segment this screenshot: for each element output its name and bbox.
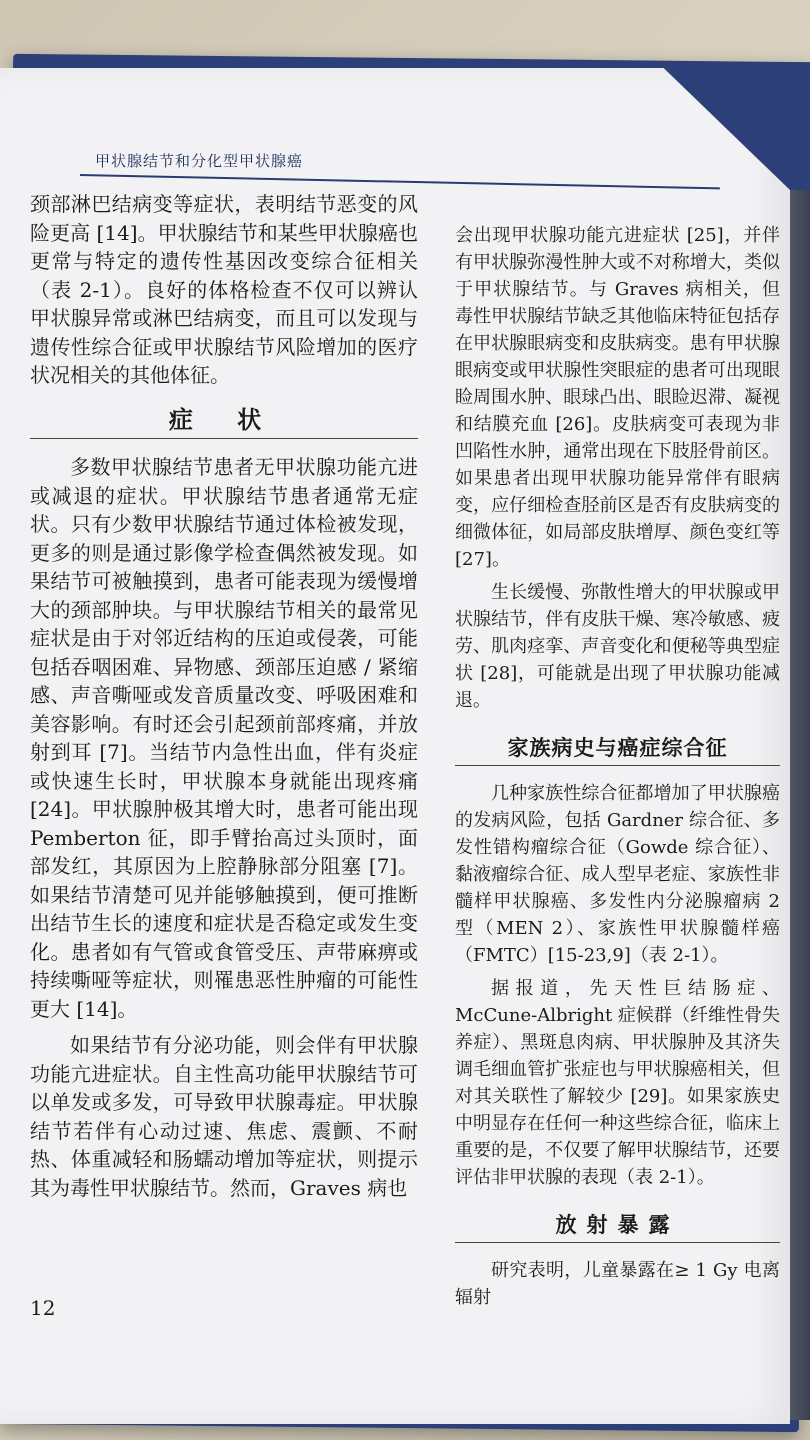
left-paragraph-3: 如果结节有分泌功能，则会伴有甲状腺功能亢进症状。自主性高功能甲状腺结节可以单发或多发，可导致甲状腺毒症。甲状腺结节若伴有心动过速、焦虑、震颤、不耐热、体重减轻和肠蠕动增加等症状，则提示其为毒性甲状腺结节。然而，Graves 病也: [30, 1033, 418, 1200]
section-rule: [455, 1242, 780, 1243]
section-rule: [455, 765, 780, 766]
left-column: [30, 190, 418, 1202]
running-head: 甲状腺结节和分化型甲状腺癌: [95, 152, 304, 170]
section-title-radiation: 放射暴露: [555, 1212, 680, 1237]
right-paragraph-4: 据报道，先天性巨结肠症、McCune-Albright 症候群（纤维性骨失养症）、黑斑息肉病、甲状腺肿及其济失调毛细血管扩张症也与甲状腺癌相关，但对其关联性了解较少 [29]。如果家族史中明显存在任何一种这些综合征，临床上重要的是，不仅要了解甲状腺结节，还要评估非甲状腺的表现（表 2-1）。: [455, 978, 780, 1188]
left-paragraph-2: 多数甲状腺结节患者无甲状腺功能亢进或减退的症状。甲状腺结节患者通常无症状。只有少数甲状腺结节通过体检被发现，更多的则是通过影像学检查偶然被发现。如果结节可被触摸到，患者可能表现为缓慢增大的颈部肿块。与甲状腺结节相关的最常见症状是由于对邻近结构的压迫或侵袭，可能包括吞咽困难、异物感、颈部压迫感 / 紧缩感、声音嘶哑或发音质量改变、呼吸困难和美容影响。有时还会引起颈前部疼痛，并放射到耳 [7]。当结节内急性出血，伴有炎症或快速生长时，甲状腺本身就能出现疼痛 [24]。甲状腺肿极其增大时，患者可能出现 Pemberton 征，即手臂抬高过头顶时，面部发红，其原因为上腔静脉部分阻塞 [7]。如果结节清楚可见并能够触摸到，便可推断出结节生长的速度和症状是否稳定或发生变化。患者如有气管或食管受压、声带麻痹或持续嘶哑等症状，则罹患恶性肿瘤的可能性更大 [14]。: [30, 455, 418, 1021]
left-paragraph-1: 颈部淋巴结病变等症状，表明结节恶变的风险更高 [14]。甲状腺结节和某些甲状腺癌也更常与特定的遗传性基因改变综合征相关（表 2-1）。良好的体格检查不仅可以辨认甲状腺异常或淋巴结病变，而且可以发现与遗传性综合征或甲状腺结节风险增加的医疗状况相关的其他体征。: [30, 192, 418, 387]
right-paragraph-2: 生长缓慢、弥散性增大的甲状腺或甲状腺结节，伴有皮肤干燥、寒冷敏感、疲劳、肌肉痉挛、声音变化和便秘等典型症状 [28]，可能就是出现了甲状腺功能减退。: [455, 582, 780, 711]
right-paragraph-3: 几种家族性综合征都增加了甲状腺癌的发病风险，包括 Gardner 综合征、多发性错构瘤综合征（Gowde 综合征）、黏液瘤综合征、成人型早老症、家族性非髓样甲状腺癌、多发性内分泌腺瘤病 2 型（MEN 2）、家族性甲状腺髓样癌（FMTC）[15-23,9]（表 2-1）。: [455, 783, 780, 966]
section-title-family-history: 家族病史与癌症综合征: [507, 735, 728, 760]
page-number: 12: [30, 1296, 56, 1320]
section-rule: [30, 438, 418, 439]
right-column: [455, 222, 780, 1311]
section-title-symptoms: 症 状: [168, 404, 280, 434]
right-paragraph-5: 研究表明，儿童暴露在≥ 1 Gy 电离辐射: [455, 1260, 780, 1308]
right-paragraph-1: 会出现甲状腺功能亢进症状 [25]，并伴有甲状腺弥漫性肿大或不对称增大，类似于甲状腺结节。与 Graves 病相关，但毒性甲状腺结节缺乏其他临床特征包括存在甲状腺眼病变和皮肤病变。患有甲状腺眼病变或甲状腺性突眼症的患者可出现眼睑周围水肿、眼球凸出、眼睑迟滞、凝视和结膜充血 [26]。皮肤病变可表现为非凹陷性水肿，通常出现在下肢胫骨前区。如果患者出现甲状腺功能异常伴有眼病变，应仔细检查胫前区是否有皮肤病变的细微体征，如局部皮肤增厚、颜色变红等 [27]。: [455, 225, 780, 570]
